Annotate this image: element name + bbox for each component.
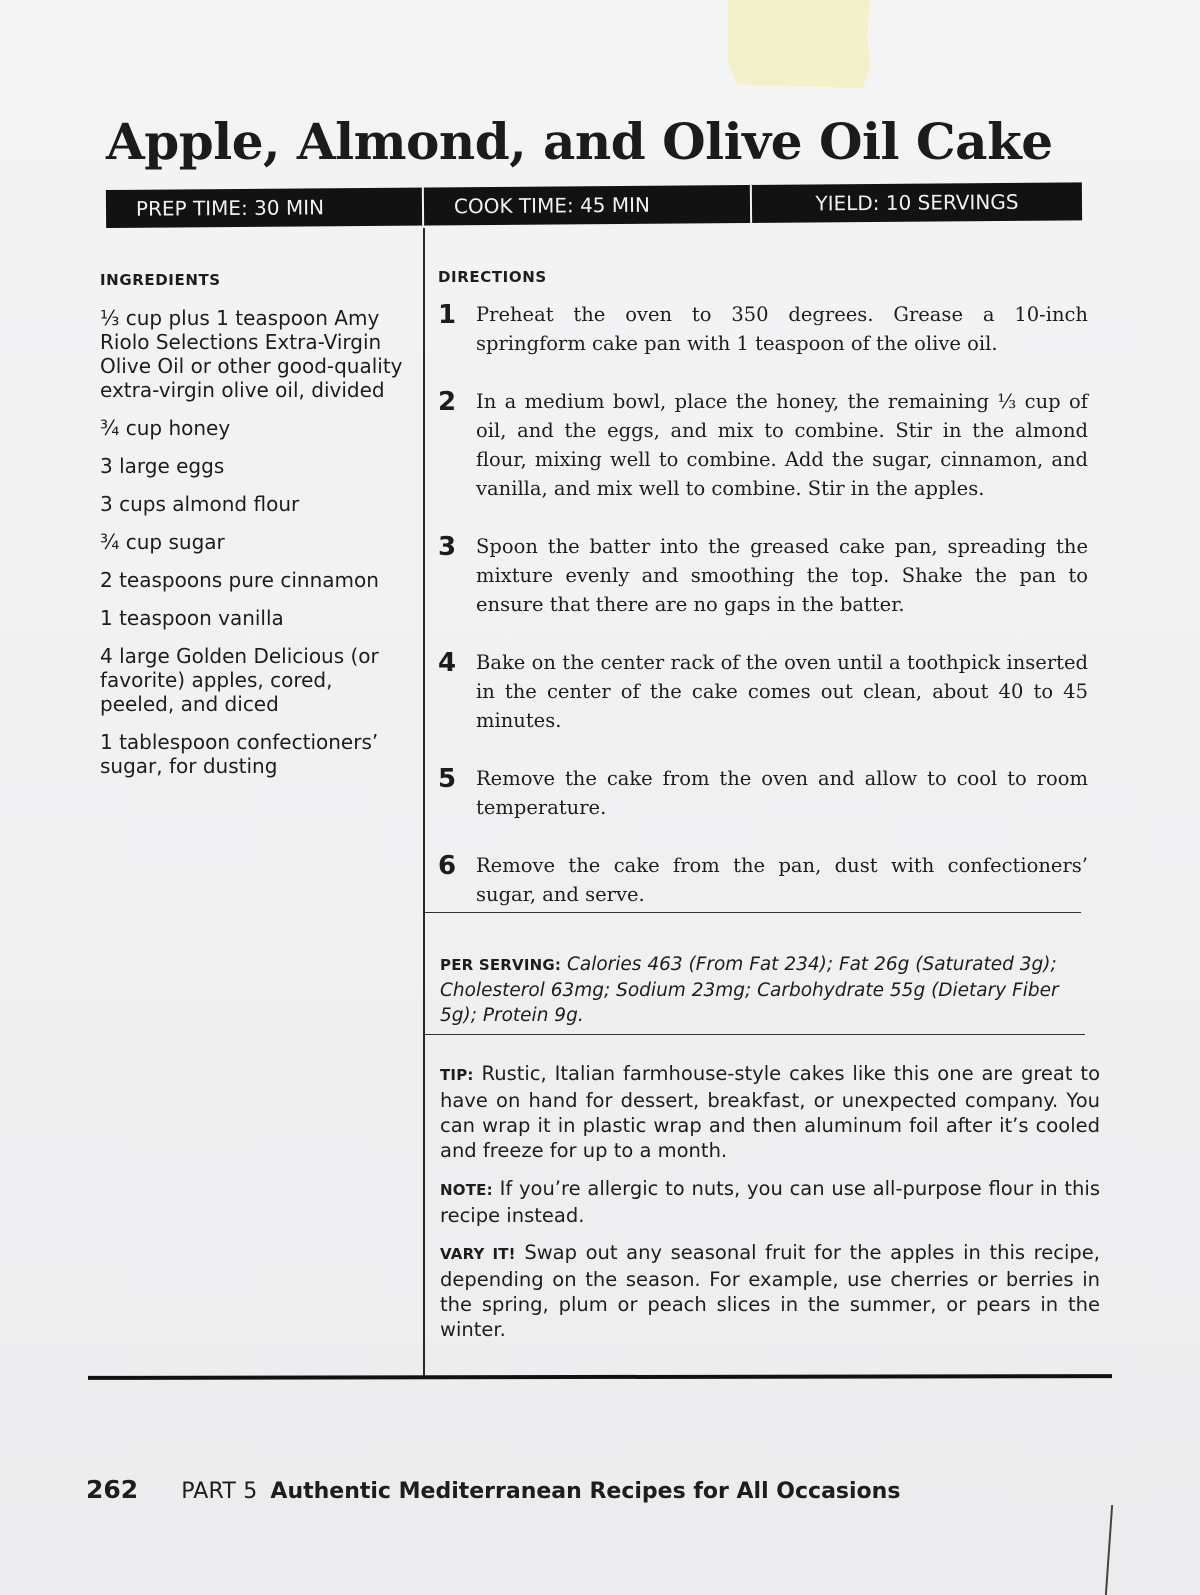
vary-it-text: Swap out any seasonal fruit for the apples in this recipe, depending on the season. For example, use cherries or berries in the spring, plum or peach slices in the summer, or pears in the winter. bbox=[440, 1241, 1100, 1341]
step-text: In a medium bowl, place the honey, the remaining ⅓ cup of oil, and the eggs, and mix to combine. Stir in the almond flour, mixing well to combine. Add the sugar, cinnamon, and vanilla, and mix well to combine. Stir in the apples. bbox=[476, 390, 1088, 500]
ingredient-item: 3 large eggs bbox=[100, 454, 225, 478]
step-text: Bake on the center rack of the oven until a toothpick inserted in the center of the cake comes out clean, about 40 to 45 minutes. bbox=[476, 651, 1088, 732]
ingredient-item: 1 teaspoon vanilla bbox=[100, 606, 284, 630]
step-text: Spoon the batter into the greased cake pan, spreading the mixture evenly and smoothing the top. Shake the pan to ensure that there are no gaps in the batter. bbox=[476, 535, 1088, 616]
direction-step bbox=[438, 851, 1088, 909]
ingredients-heading: INGREDIENTS bbox=[100, 271, 221, 289]
step-number: 1 bbox=[438, 300, 457, 330]
page-number: 262 bbox=[86, 1475, 139, 1504]
note-text: If you’re allergic to nuts, you can use all-purpose flour in this recipe instead. bbox=[440, 1177, 1100, 1227]
step-number: 4 bbox=[438, 648, 457, 678]
direction-step bbox=[438, 764, 1088, 822]
step-text: Preheat the oven to 350 degrees. Grease a 10-inch springform cake pan with 1 teaspoon of the olive oil. bbox=[476, 303, 1088, 355]
ingredient-item: ¾ cup sugar bbox=[100, 530, 225, 554]
direction-step bbox=[438, 300, 1088, 358]
ingredient-item: 2 teaspoons pure cinnamon bbox=[100, 568, 379, 592]
pencil-mark bbox=[1105, 1505, 1113, 1595]
step-number: 5 bbox=[438, 764, 457, 794]
ingredient-item: ¾ cup honey bbox=[100, 416, 231, 440]
nutrition-label: PER SERVING: bbox=[440, 956, 562, 974]
bottom-rule bbox=[88, 1374, 1112, 1380]
nutrition-text: Calories 463 (From Fat 234); Fat 26g (Saturated 3g); Cholesterol 63mg; Sodium 23mg; Carbohydrate 55g (Dietary Fiber 5g); Protein 9g. bbox=[440, 954, 1059, 1026]
step-number: 2 bbox=[438, 387, 457, 417]
ingredient-item: ⅓ cup plus 1 teaspoon Amy Riolo Selections Extra-Virgin Olive Oil or other good-quality extra-virgin olive oil, divided bbox=[100, 306, 403, 402]
tip-box bbox=[440, 1061, 1100, 1163]
note-label: NOTE: bbox=[440, 1181, 493, 1199]
recipe-title: Apple, Almond, and Olive Oil Cake bbox=[106, 112, 1053, 171]
column-divider bbox=[423, 228, 425, 1376]
ingredient-item: 1 tablespoon confectioners’ sugar, for dusting bbox=[100, 730, 379, 778]
directions-list bbox=[438, 300, 1088, 909]
step-number: 3 bbox=[438, 532, 457, 562]
cook-time: COOK TIME: 45 MIN bbox=[424, 185, 752, 226]
step-text: Remove the cake from the oven and allow to cool to room temperature. bbox=[476, 767, 1088, 819]
ingredients-section bbox=[100, 268, 405, 792]
tip-text: Rustic, Italian farmhouse-style cakes like this one are great to have on hand for dessert, breakfast, or unexpected company. You can wrap it in plastic wrap and then aluminum foil after it’s cooled and freeze for up to a month. bbox=[440, 1062, 1101, 1162]
directions-section bbox=[438, 268, 1088, 938]
yield: YIELD: 10 SERVINGS bbox=[815, 189, 1019, 216]
step-number: 6 bbox=[438, 851, 457, 881]
page-footer bbox=[86, 1475, 900, 1504]
recipe-info-bar bbox=[106, 182, 1082, 228]
tape-strip bbox=[728, 0, 870, 88]
section-divider bbox=[423, 1034, 1085, 1035]
direction-step bbox=[438, 532, 1088, 619]
ingredient-item: 4 large Golden Delicious (or favorite) apples, cored, peeled, and diced bbox=[100, 644, 379, 716]
direction-step bbox=[438, 648, 1088, 735]
step-text: Remove the cake from the pan, dust with confectioners’ sugar, and serve. bbox=[476, 854, 1088, 906]
section-divider bbox=[423, 912, 1081, 913]
note-box bbox=[440, 1176, 1100, 1228]
vary-it-label: VARY IT! bbox=[440, 1245, 516, 1263]
part-label: PART 5 bbox=[181, 1479, 258, 1504]
nutrition-info bbox=[440, 952, 1080, 1028]
ingredients-list bbox=[100, 306, 405, 778]
directions-heading: DIRECTIONS bbox=[438, 268, 547, 286]
vary-it-box bbox=[440, 1240, 1100, 1342]
tip-label: TIP: bbox=[440, 1066, 474, 1084]
ingredient-item: 3 cups almond flour bbox=[100, 492, 300, 516]
part-title: Authentic Mediterranean Recipes for All Occasions bbox=[270, 1479, 901, 1504]
direction-step bbox=[438, 387, 1088, 503]
prep-time: PREP TIME: 30 MIN bbox=[106, 188, 424, 228]
